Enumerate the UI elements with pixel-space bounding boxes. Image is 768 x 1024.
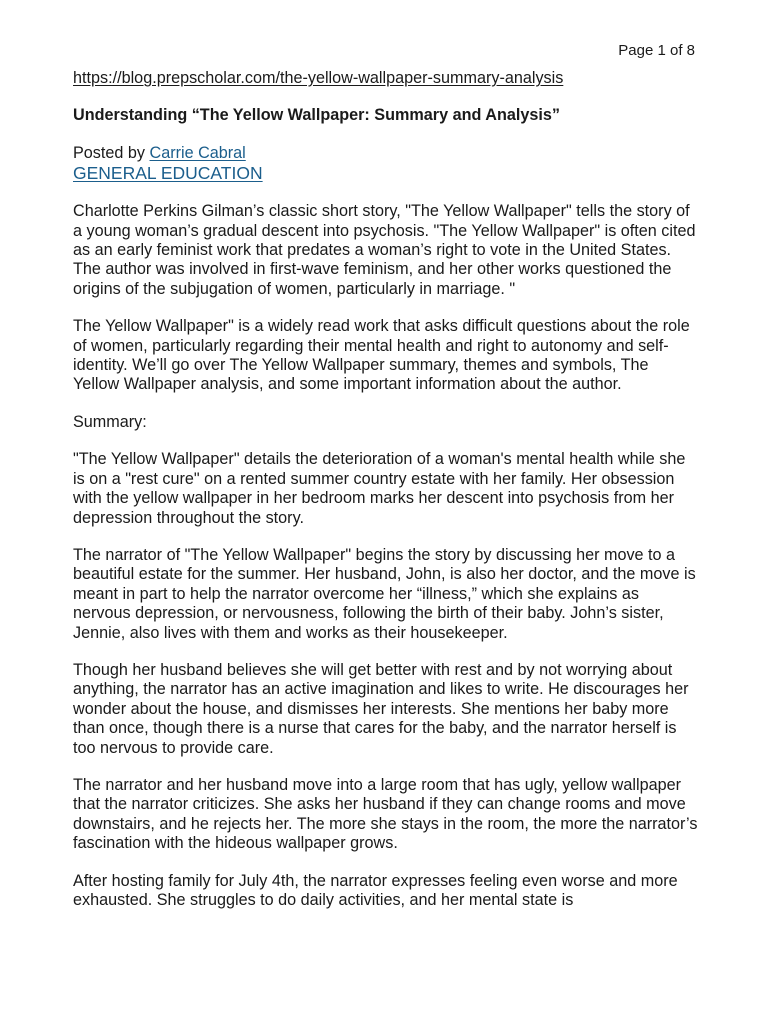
author-link[interactable]: Carrie Cabral [149,143,246,162]
paragraph-summary-3: Though her husband believes she will get better with rest and by not worrying about anything, the narrator has an active imagination and likes to write. He discourages her wonder about the house, and dismisses her interests. She mentions her baby more than once, though there is a nurse that cares for the baby, and the narrator herself is too nervous to provide care. [73,660,689,757]
article-content [73,69,698,910]
category-link[interactable]: GENERAL EDUCATION [73,163,263,184]
byline [73,144,698,163]
source-url-link[interactable]: https://blog.prepscholar.com/the-yellow-wallpaper-summary-analysis [73,69,564,87]
paragraph-summary-1: "The Yellow Wallpaper" details the deterioration of a woman's mental health while she is on a "rest cure" on a rented summer country estate with her family. Her obsession with the yellow wallpaper in her bedroom marks her descent into psychosis from her depression throughout the story. [73,450,686,527]
paragraph-intro: Charlotte Perkins Gilman’s classic short story, "The Yellow Wallpaper" tells the story of a young woman’s gradual descent into psychosis. "The Yellow Wallpaper" is often cited as an early feminist work that predates a woman’s right to vote in the United States. The author was involved in first-wave feminism, and her other works questioned the origins of the subjugation of women, particularly in marriage. " [73,202,696,298]
section-heading-summary: Summary: [73,412,147,431]
paragraph-summary-5: After hosting family for July 4th, the narrator expresses feeling even worse and more exhausted. She struggles to do daily activities, and her mental state is [73,871,678,909]
article-title: Understanding “The Yellow Wallpaper: Summary and Analysis” [73,106,560,125]
page-number: Page 1 of 8 [618,42,695,59]
byline-prefix: Posted by [73,143,150,162]
paragraph-summary-2: The narrator of "The Yellow Wallpaper" begins the story by discussing her move to a beautiful estate for the summer. Her husband, John, is also her doctor, and the move is meant in part to help the narrator overcome her “illness,” which she explains as nervous depression, or nervousness, following the birth of their baby. John’s sister, Jennie, also lives with them and works as their housekeeper. [73,545,696,642]
paragraph-summary-4: The narrator and her husband move into a large room that has ugly, yellow wallpaper that the narrator criticizes. She asks her husband if they can change rooms and move downstairs, and he rejects her. The more she stays in the room, the more the narrator’s fascination with the hideous wallpaper grows. [73,775,698,853]
paragraph-overview: The Yellow Wallpaper" is a widely read work that asks difficult questions about the role of women, particularly regarding their mental health and right to autonomy and self-identity. We’ll go over The Yellow Wallpaper summary, themes and symbols, The Yellow Wallpaper analysis, and some important information about the author. [73,317,690,394]
